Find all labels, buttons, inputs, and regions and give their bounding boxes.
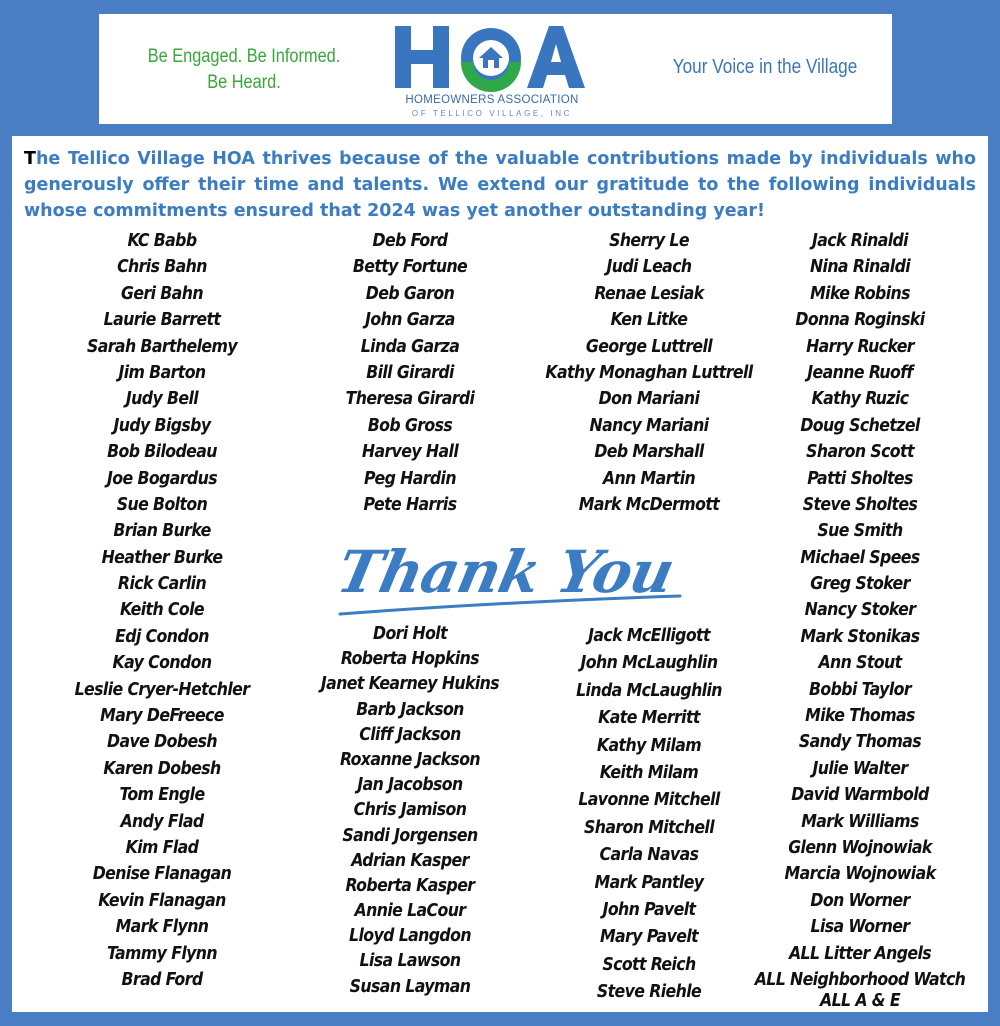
volunteer-name: George Luttrell <box>585 336 713 357</box>
volunteer-name: Brad Ford <box>121 969 203 990</box>
volunteer-name: Ann Stout <box>818 653 902 674</box>
volunteer-name: Steve Riehle <box>596 982 702 1003</box>
volunteer-name: Patti Sholtes <box>807 468 913 489</box>
volunteer-name: Jack McElligott <box>588 626 710 646</box>
volunteer-name: Renae Lesiak <box>594 283 704 304</box>
volunteer-name: Linda Garza <box>360 336 460 357</box>
volunteer-name: Peg Hardin <box>364 468 456 489</box>
volunteer-name: Bob Gross <box>367 415 453 436</box>
volunteer-name: Brian Burke <box>113 521 211 542</box>
volunteer-name: Kevin Flanagan <box>98 890 226 911</box>
volunteer-name: Doug Schetzel <box>800 415 920 436</box>
volunteer-name: Sandi Jorgensen <box>342 825 478 846</box>
logo-subtitle-2: OF TELLICO VILLAGE, INC <box>411 109 573 118</box>
volunteer-name: John Garza <box>365 310 455 331</box>
volunteer-name: Karen Dobesh <box>103 758 221 779</box>
volunteer-name: Glenn Wojnowiak <box>788 837 932 858</box>
tagline-left-line1: Be Engaged. Be Informed. <box>147 46 341 67</box>
volunteer-name: Deb Ford <box>372 231 448 251</box>
volunteer-name: Sue Bolton <box>116 494 208 515</box>
volunteer-name: Laurie Barrett <box>103 310 221 331</box>
volunteer-name: Roberta Hopkins <box>340 649 480 670</box>
volunteer-name: Deb Garon <box>365 283 455 304</box>
thank-you-text: Thank You <box>331 537 680 606</box>
volunteer-name: ALL Neighborhood Watch <box>754 969 966 990</box>
volunteer-name: Sue Smith <box>817 521 903 542</box>
volunteer-name: Michael Spees <box>800 547 920 568</box>
volunteer-name: Mark Flynn <box>115 917 209 938</box>
volunteer-name: Lloyd Langdon <box>349 926 471 947</box>
volunteer-name: Bill Girardi <box>366 362 454 383</box>
volunteer-name: Donna Roginski <box>795 310 925 331</box>
volunteer-name: John McLaughlin <box>580 653 718 674</box>
volunteer-name: Lavonne Mitchell <box>578 790 720 811</box>
tagline-left-line2: Be Heard. <box>207 72 281 93</box>
volunteer-name: Rick Carlin <box>117 574 207 595</box>
volunteer-name: Heather Burke <box>101 547 223 568</box>
thank-you-script <box>320 532 690 627</box>
volunteer-name: Bobbi Taylor <box>808 679 911 700</box>
volunteer-name: Mike Robins <box>810 283 910 304</box>
content-panel <box>12 136 988 1012</box>
volunteer-name: Harvey Hall <box>361 442 459 463</box>
volunteer-name: Jack Rinaldi <box>812 231 908 251</box>
volunteer-name: John Pavelt <box>602 899 696 920</box>
volunteer-name: Ann Martin <box>602 468 696 489</box>
volunteer-name: Dave Dobesh <box>107 732 217 753</box>
logo-subtitle: HOMEOWNERS ASSOCIATION <box>405 94 579 106</box>
volunteer-name: Susan Layman <box>349 976 471 997</box>
intro-first-letter: T <box>24 149 36 169</box>
volunteer-name: Lisa Worner <box>810 917 910 938</box>
volunteer-name: Jim Barton <box>118 362 206 383</box>
volunteer-name: David Warmbold <box>791 785 929 806</box>
header-banner <box>99 14 892 124</box>
names-column-1 <box>12 228 312 993</box>
volunteer-name: Edj Condon <box>115 626 209 647</box>
volunteer-name: Roxanne Jackson <box>339 749 481 770</box>
volunteer-name: Tammy Flynn <box>106 943 218 964</box>
volunteer-name: Sharon Scott <box>806 442 914 463</box>
volunteer-name: Mike Thomas <box>805 706 915 727</box>
volunteer-name: Judy Bigsby <box>113 415 211 436</box>
volunteer-name: Kate Merritt <box>598 708 700 729</box>
volunteer-name: Nancy Mariani <box>589 415 709 436</box>
volunteer-name: Don Mariani <box>598 389 700 410</box>
volunteer-name: Joe Bogardus <box>107 468 217 489</box>
tagline-left <box>119 44 368 96</box>
volunteer-name: Pete Harris <box>363 494 457 515</box>
volunteer-name: Deb Marshall <box>594 442 704 463</box>
volunteer-name: ALL Litter Angels <box>788 943 932 964</box>
volunteer-name: Harry Rucker <box>806 336 914 357</box>
volunteer-name: Don Worner <box>810 890 910 911</box>
volunteer-name: Kathy Milam <box>596 735 702 756</box>
volunteer-name: Nina Rinaldi <box>809 257 911 278</box>
volunteer-name: ALL A & E <box>820 991 900 1012</box>
volunteer-name: Steve Sholtes <box>802 494 918 515</box>
volunteer-name: Cliff Jackson <box>359 724 461 745</box>
volunteer-name: Mark Stonikas <box>800 626 920 647</box>
volunteer-name: Betty Fortune <box>352 257 468 278</box>
volunteer-name: Judy Bell <box>125 389 199 410</box>
volunteer-name: Leslie Cryer-Hetchler <box>74 679 250 700</box>
intro-text: he Tellico Village HOA thrives because of the valuable contributions made by individuals who generously offer their time and talents. We extend our gratitude to the following individuals whose commitments ensured that 2024 was yet another outstanding year! <box>24 149 976 221</box>
hoa-logo <box>387 18 597 122</box>
volunteer-name: Kay Condon <box>112 653 212 674</box>
volunteer-name: Kathy Monaghan Luttrell <box>545 362 753 383</box>
intro-paragraph <box>24 146 976 224</box>
volunteer-name: Tom Engle <box>119 785 205 806</box>
volunteer-name: Sherry Le <box>609 231 689 251</box>
volunteer-name: Keith Milam <box>599 762 699 783</box>
volunteer-name: Chris Bahn <box>117 257 207 278</box>
names-column-3-top <box>527 228 771 518</box>
volunteer-name: Sarah Barthelemy <box>87 336 237 357</box>
volunteer-name: Ken Litke <box>610 310 688 331</box>
names-column-2-bottom <box>285 622 535 1000</box>
volunteer-name: Bob Bilodeau <box>107 442 217 463</box>
volunteer-name: Janet Kearney Hukins <box>320 674 500 695</box>
volunteer-name: Judi Leach <box>606 257 692 278</box>
volunteer-name: Kim Flad <box>125 837 199 858</box>
volunteer-name: Sandy Thomas <box>798 732 922 753</box>
volunteer-name: Barb Jackson <box>356 699 464 720</box>
volunteer-name: Keith Cole <box>120 600 204 621</box>
volunteer-name: Mary Pavelt <box>599 927 699 948</box>
hoa-logo-mark <box>387 18 597 98</box>
names-column-3-bottom <box>527 623 771 1006</box>
volunteer-name: Julie Walter <box>812 758 908 779</box>
volunteer-name: Marcia Wojnowiak <box>784 864 936 885</box>
volunteer-name: Lisa Lawson <box>359 951 461 972</box>
volunteer-name: Scott Reich <box>602 954 696 975</box>
volunteer-name: KC Babb <box>127 231 197 251</box>
volunteer-name: Andy Flad <box>120 811 204 832</box>
volunteer-name: Adrian Kasper <box>351 850 469 871</box>
volunteer-name: Geri Bahn <box>121 283 203 304</box>
volunteer-name: Carla Navas <box>599 845 699 866</box>
names-column-4 <box>742 228 978 1012</box>
volunteer-name: Annie LaCour <box>354 901 466 922</box>
volunteer-name: Dori Holt <box>372 624 448 644</box>
volunteer-name: Greg Stoker <box>810 574 910 595</box>
tagline-right: Your Voice in the Village <box>672 56 858 78</box>
volunteer-name: Theresa Girardi <box>345 389 475 410</box>
volunteer-name: Mark McDermott <box>578 494 720 515</box>
volunteer-name: Mary DeFreece <box>100 706 224 727</box>
volunteer-name: Jeanne Ruoff <box>807 362 913 383</box>
volunteer-name: Chris Jamison <box>353 800 467 821</box>
volunteer-name: Mark Pantley <box>594 872 704 893</box>
volunteer-name: Linda McLaughlin <box>576 680 722 701</box>
names-column-2-top <box>285 228 535 518</box>
volunteer-name: Nancy Stoker <box>804 600 916 621</box>
volunteer-name: Roberta Kasper <box>345 875 475 896</box>
volunteer-name: Mark Williams <box>801 811 919 832</box>
volunteer-name: Jan Jacobson <box>357 775 463 796</box>
volunteer-name: Denise Flanagan <box>92 864 232 885</box>
volunteer-name: Sharon Mitchell <box>583 817 715 838</box>
volunteer-name: Kathy Ruzic <box>811 389 909 410</box>
